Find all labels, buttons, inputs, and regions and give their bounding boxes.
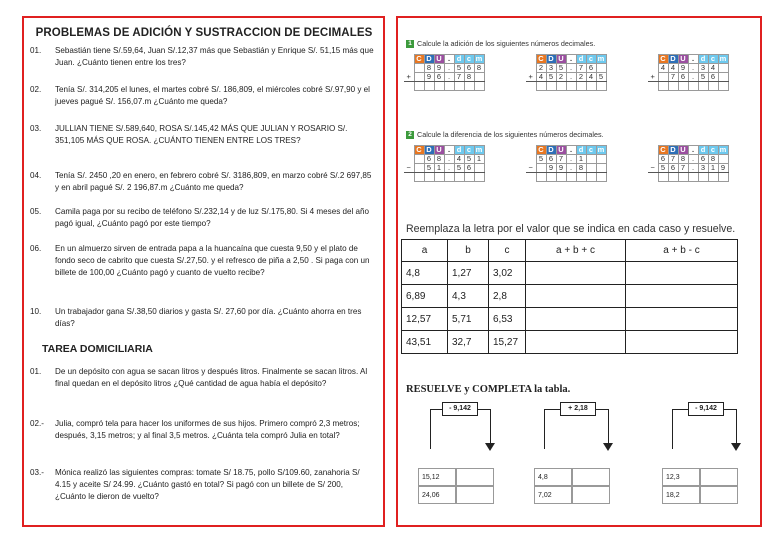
answer-digit-cell[interactable] (546, 82, 556, 91)
replace-instruction: Reemplaza la letra por el valor que se indica en cada caso y resuelve. (406, 223, 736, 235)
answer-digit-cell[interactable] (444, 82, 454, 91)
value-cell: 15,27 (489, 331, 526, 354)
digit-cell (414, 64, 424, 73)
place-header-cell: C (536, 55, 546, 64)
answer-cell[interactable] (526, 331, 626, 354)
column-header-c: c (489, 240, 526, 262)
answer-digit-cell[interactable] (668, 173, 678, 182)
answer-digit-cell[interactable] (678, 82, 688, 91)
section-number-badge: 1 (406, 40, 414, 48)
digit-cell: 6 (586, 64, 596, 73)
place-header-cell: d (698, 146, 708, 155)
digit-cell: 9 (678, 64, 688, 73)
answer-digit-cell[interactable] (668, 82, 678, 91)
place-header-cell: . (444, 146, 454, 155)
digit-cell: . (566, 155, 576, 164)
operator-cell: + (526, 73, 536, 82)
problem-item (30, 243, 376, 278)
value-cell: 3,02 (489, 262, 526, 285)
digit-cell: . (688, 64, 698, 73)
answer-digit-cell[interactable] (474, 82, 484, 91)
digit-cell: . (444, 155, 454, 164)
place-header-cell: . (566, 55, 576, 64)
section-number-badge: 2 (406, 131, 414, 139)
digit-cell: 3 (546, 64, 556, 73)
flow-connector (430, 409, 442, 410)
digit-cell: 7 (556, 155, 566, 164)
problem-item (30, 206, 376, 230)
digit-cell (586, 164, 596, 173)
digit-cell: 1 (474, 155, 484, 164)
resuelve-title: RESUELVE y COMPLETA la tabla. (406, 384, 571, 395)
digit-cell: 4 (454, 155, 464, 164)
digit-cell (414, 164, 424, 173)
answer-digit-cell[interactable] (718, 173, 728, 182)
place-header-cell: C (414, 55, 424, 64)
problem-number: 01. (30, 46, 42, 55)
addition-place-value-table (404, 54, 485, 91)
digit-cell: 9 (546, 164, 556, 173)
place-header-cell: . (444, 55, 454, 64)
place-header-cell: C (414, 146, 424, 155)
digit-cell: 6 (658, 155, 668, 164)
digit-cell: 5 (536, 155, 546, 164)
answer-cell[interactable] (626, 331, 738, 354)
value-cell: 5,71 (448, 308, 489, 331)
flow-answer-cell[interactable] (456, 486, 494, 504)
digit-cell (414, 155, 424, 164)
answer-digit-cell[interactable] (678, 173, 688, 182)
section-1-heading (406, 39, 595, 48)
operator-cell (648, 173, 658, 182)
left-worksheet-page (22, 16, 385, 527)
digit-cell (414, 73, 424, 82)
place-header-cell: m (597, 54, 605, 63)
digit-cell: . (444, 73, 454, 82)
homework-item (30, 418, 376, 442)
place-header-cell: . (688, 146, 698, 155)
answer-digit-cell[interactable] (434, 82, 444, 91)
place-header-cell: C (658, 146, 668, 155)
digit-cell: 7 (668, 73, 678, 82)
place-header-cell: m (719, 145, 727, 154)
place-header-cell: . (566, 146, 576, 155)
place-header-cell: U (434, 146, 444, 155)
flow-answer-cell[interactable] (572, 468, 610, 486)
digit-cell: 6 (464, 164, 474, 173)
digit-cell: . (688, 73, 698, 82)
digit-cell: 6 (434, 73, 444, 82)
place-header-cell: d (454, 146, 464, 155)
homework-text: De un depósito con agua se sacan litros y después litros. Finalmente se sacan litros. Al final quedan en el depósito litros ¿Qué cantidad de agua había el depósito? (55, 367, 368, 388)
digit-cell (718, 73, 728, 82)
place-header-cell: C (658, 55, 668, 64)
worksheet-title: PROBLEMAS DE ADICIÓN Y SUSTRACCION DE DECIMALES (35, 27, 373, 39)
digit-cell: 4 (586, 73, 596, 82)
value-cell: 12,57 (402, 308, 448, 331)
answer-digit-cell[interactable] (536, 173, 546, 182)
digit-cell: 1 (708, 164, 718, 173)
digit-cell: 9 (434, 64, 444, 73)
digit-cell: 5 (464, 155, 474, 164)
answer-digit-cell[interactable] (698, 173, 708, 182)
column-header-sum: a + b + c (526, 240, 626, 262)
place-header-cell: c (586, 55, 596, 64)
place-header-cell: m (719, 54, 727, 63)
place-header-cell: D (546, 146, 556, 155)
digit-cell: . (688, 164, 698, 173)
place-header-cell: c (586, 146, 596, 155)
place-header-cell: c (708, 55, 718, 64)
operator-cell (404, 55, 414, 64)
section-1-text: Calcule la adición de los siguientes números decimales. (417, 39, 596, 48)
flow-value-cell: 18,2 (662, 486, 700, 504)
flow-value-cell: 4,8 (534, 468, 572, 486)
operator-cell (648, 55, 658, 64)
digit-cell: 5 (424, 164, 434, 173)
operator-cell (526, 55, 536, 64)
answer-digit-cell[interactable] (454, 82, 464, 91)
column-header-a: a (402, 240, 448, 262)
digit-cell (536, 164, 546, 173)
digit-cell: 7 (454, 73, 464, 82)
operator-cell (526, 173, 536, 182)
digit-cell (474, 164, 484, 173)
problem-item (30, 123, 376, 147)
answer-digit-cell[interactable] (424, 82, 434, 91)
digit-cell: 3 (698, 64, 708, 73)
operator-cell (526, 146, 536, 155)
answer-digit-cell[interactable] (434, 173, 444, 182)
digit-cell (596, 164, 606, 173)
place-header-cell: c (464, 146, 474, 155)
digit-cell: 4 (708, 64, 718, 73)
right-worksheet-page (396, 16, 762, 527)
operator-cell: − (526, 164, 536, 173)
digit-cell: 1 (434, 164, 444, 173)
table-row (402, 262, 738, 285)
subtraction-place-value-table (648, 145, 729, 182)
answer-digit-cell[interactable] (658, 173, 668, 182)
operator-cell (648, 82, 658, 91)
digit-cell: . (444, 64, 454, 73)
flow-connector (544, 409, 560, 410)
flow-value-cell: 12,3 (662, 468, 700, 486)
place-header-cell: U (434, 55, 444, 64)
answer-digit-cell[interactable] (556, 82, 566, 91)
place-header-cell: d (698, 55, 708, 64)
homework-title: TAREA DOMICILIARIA (42, 343, 153, 355)
place-header-cell: m (475, 54, 483, 63)
flow-connector (672, 409, 688, 410)
answer-digit-cell[interactable] (424, 173, 434, 182)
problem-number: 02. (30, 85, 42, 94)
answer-digit-cell[interactable] (586, 82, 596, 91)
answer-digit-cell[interactable] (414, 82, 424, 91)
flow-value-cell: 24,06 (418, 486, 456, 504)
flow-connector (608, 409, 609, 443)
digit-cell: 2 (576, 73, 586, 82)
digit-cell: 5 (698, 73, 708, 82)
flow-connector (672, 409, 673, 449)
answer-digit-cell[interactable] (688, 82, 698, 91)
place-header-cell: c (708, 146, 718, 155)
digit-cell: 5 (454, 164, 464, 173)
problem-number: 03. (30, 124, 42, 133)
problem-text: Tenía S/. 314,205 el lunes, el martes cobré S/. 186,809, el miércoles cobré S/.97,90 y el jueves pagué S/. 156,07.m ¿Cuánto me queda? (55, 85, 370, 106)
answer-digit-cell[interactable] (454, 173, 464, 182)
place-header-cell: C (536, 146, 546, 155)
digit-cell: 6 (546, 155, 556, 164)
problem-number: 05. (30, 207, 42, 216)
answer-digit-cell[interactable] (586, 173, 596, 182)
problem-text: En un almuerzo sirven de entrada papa a la huancaína que cuesta 9,50 y el plato de fondo seco de cabrito que cuesta S/.27,50. y el refresco de piña a 2,50 . Si paga con un billete de 100,00 ¿Cuánto pagó y cuanto de vuelto recibe? (55, 244, 370, 277)
answer-digit-cell[interactable] (464, 173, 474, 182)
place-header-cell: m (475, 145, 483, 154)
answer-digit-cell[interactable] (658, 82, 668, 91)
place-header-cell: U (678, 146, 688, 155)
arrow-down-icon (485, 443, 495, 451)
table-row (402, 331, 738, 354)
flow-connector (736, 409, 737, 443)
addition-place-value-table (648, 54, 729, 91)
value-cell: 1,27 (448, 262, 489, 285)
answer-digit-cell[interactable] (566, 82, 576, 91)
answer-digit-cell[interactable] (576, 173, 586, 182)
answer-digit-cell[interactable] (556, 173, 566, 182)
answer-cell[interactable] (526, 285, 626, 308)
digit-cell: . (688, 155, 698, 164)
flow-connector (478, 409, 490, 410)
answer-digit-cell[interactable] (566, 173, 576, 182)
answer-cell[interactable] (526, 262, 626, 285)
problem-item (30, 170, 376, 194)
problem-text: Tenía S/. 2450 ,20 en enero, en febrero cobré S/. 3186,809, en marzo cobré S/.2 697,85 y en abril pagué S/. 2 196,87.m ¿Cuánto me queda? (55, 171, 372, 192)
flow-answer-cell[interactable] (700, 486, 738, 504)
table-row (402, 308, 738, 331)
value-cell: 6,89 (402, 285, 448, 308)
answer-digit-cell[interactable] (576, 82, 586, 91)
homework-item (30, 366, 376, 390)
digit-cell: 5 (546, 73, 556, 82)
digit-cell: 5 (454, 64, 464, 73)
digit-cell: 4 (658, 64, 668, 73)
digit-cell: 3 (698, 164, 708, 173)
digit-cell: 6 (708, 73, 718, 82)
answer-digit-cell[interactable] (708, 82, 718, 91)
digit-cell: 9 (556, 164, 566, 173)
place-header-cell: U (556, 55, 566, 64)
answer-digit-cell[interactable] (596, 173, 606, 182)
section-2-text: Calcule la diferencia de los siguientes números decimales. (417, 130, 604, 139)
digit-cell: . (566, 64, 576, 73)
homework-number: 01. (30, 367, 42, 376)
digit-cell: 6 (698, 155, 708, 164)
digit-cell: 6 (464, 64, 474, 73)
flow-diagram-2 (530, 398, 630, 508)
operator-cell: − (648, 164, 658, 173)
answer-digit-cell[interactable] (698, 82, 708, 91)
place-header-cell: D (668, 146, 678, 155)
digit-cell: 1 (576, 155, 586, 164)
flow-connector (544, 409, 545, 449)
arrow-down-icon (731, 443, 741, 451)
digit-cell: 7 (576, 64, 586, 73)
digit-cell: . (566, 73, 576, 82)
problem-text: Un trabajador gana S/.38,50 diarios y gasta S/. 27,60 por día. ¿Cuánto ahorra en tres días? (55, 307, 362, 328)
place-header-cell: D (424, 146, 434, 155)
digit-cell: 6 (678, 73, 688, 82)
answer-digit-cell[interactable] (596, 82, 606, 91)
flow-value-cell: 15,12 (418, 468, 456, 486)
operator-cell (648, 146, 658, 155)
answer-digit-cell[interactable] (536, 82, 546, 91)
value-cell: 2,8 (489, 285, 526, 308)
value-cell: 4,8 (402, 262, 448, 285)
operator-cell: + (404, 73, 414, 82)
value-cell: 43,51 (402, 331, 448, 354)
problem-text: Sebastián tiene S/.59,64, Juan S/.12,37 más que Sebastián y Enrique S/. 51,15 más que Juan. ¿Cuánto tienen entre los tres? (55, 46, 374, 67)
values-table (401, 239, 738, 354)
digit-cell: 8 (678, 155, 688, 164)
answer-cell[interactable] (626, 308, 738, 331)
digit-cell: 2 (556, 73, 566, 82)
column-header-sum-minus: a + b - c (626, 240, 738, 262)
flow-answer-cell[interactable] (572, 486, 610, 504)
problem-item (30, 45, 376, 69)
digit-cell: 5 (596, 73, 606, 82)
place-header-cell: d (454, 55, 464, 64)
place-header-cell: c (464, 55, 474, 64)
section-2-heading (406, 130, 604, 139)
operator-cell: − (404, 164, 414, 173)
answer-digit-cell[interactable] (718, 82, 728, 91)
digit-cell: 8 (464, 73, 474, 82)
digit-cell: 6 (424, 155, 434, 164)
problem-number: 06. (30, 244, 42, 253)
place-header-cell: . (688, 55, 698, 64)
place-header-cell: D (668, 55, 678, 64)
digit-cell (718, 64, 728, 73)
value-cell: 32,7 (448, 331, 489, 354)
digit-cell: 8 (434, 155, 444, 164)
value-cell: 4,3 (448, 285, 489, 308)
flow-value-cell: 7,02 (534, 486, 572, 504)
digit-cell: 8 (424, 64, 434, 73)
subtraction-place-value-table (404, 145, 485, 182)
problem-text: Camila paga por su recibo de teléfono S/.232,14 y de luz S/.175,80. Si 4 meses del año pagó igual, ¿Cuánto pagó por este tiempo? (55, 207, 370, 228)
answer-cell[interactable] (626, 262, 738, 285)
answer-digit-cell[interactable] (546, 173, 556, 182)
flow-diagram-3 (654, 398, 754, 508)
operator-cell (404, 82, 414, 91)
digit-cell: 5 (658, 164, 668, 173)
homework-text: Julia, compró tela para hacer los uniformes de sus hijos. Primero compró 2,3 metros; después, 3,15 metros; y al final 3,5 metros. ¿Cuánta tela compró Julia en total? (55, 419, 360, 440)
digit-cell (658, 73, 668, 82)
answer-digit-cell[interactable] (464, 82, 474, 91)
answer-digit-cell[interactable] (444, 173, 454, 182)
place-header-cell: D (424, 55, 434, 64)
flow-connector (724, 409, 736, 410)
digit-cell: . (566, 164, 576, 173)
place-header-cell: m (597, 145, 605, 154)
problem-number: 10. (30, 307, 42, 316)
flow-answer-cell[interactable] (456, 468, 494, 486)
operation-box: + 2,18 (560, 402, 596, 416)
digit-cell: 6 (668, 164, 678, 173)
digit-cell: 5 (556, 64, 566, 73)
problem-text: JULLIAN TIENE S/.589,640, ROSA S/.145,42 MÁS QUE JULIAN Y ROSARIO S/. 351,105 MÁS QUE ROSA. ¿CUÁNTO TIENEN ENTRE LOS TRES? (55, 124, 348, 145)
digit-cell (474, 73, 484, 82)
digit-cell: . (444, 164, 454, 173)
digit-cell: 7 (668, 155, 678, 164)
place-header-cell: d (576, 55, 586, 64)
flow-answer-cell[interactable] (700, 468, 738, 486)
answer-cell[interactable] (626, 285, 738, 308)
operator-cell (404, 173, 414, 182)
operation-box: - 9,142 (442, 402, 478, 416)
digit-cell: 8 (576, 164, 586, 173)
digit-cell: 4 (536, 73, 546, 82)
flow-diagram-1 (410, 398, 510, 508)
arrow-down-icon (603, 443, 613, 451)
flow-connector (490, 409, 491, 443)
place-header-cell: D (546, 55, 556, 64)
flow-connector (430, 409, 431, 449)
subtraction-place-value-table (526, 145, 607, 182)
answer-digit-cell[interactable] (688, 173, 698, 182)
flow-connector (596, 409, 608, 410)
digit-cell (586, 155, 596, 164)
answer-digit-cell[interactable] (414, 173, 424, 182)
digit-cell: 2 (536, 64, 546, 73)
place-header-cell: d (576, 146, 586, 155)
operator-cell (526, 82, 536, 91)
operator-cell: + (648, 73, 658, 82)
digit-cell: 9 (424, 73, 434, 82)
homework-text: Mónica realizó las siguientes compras: tomate S/ 18.75, pollo S/109.60, zanahoria S/ 4.15 y aceite S/ 24.99. ¿Cuánto gastó en total? Si pagó con un billete de S/ 200, ¿Cuánto le dieron de vuelto? (55, 468, 360, 501)
operator-cell (404, 146, 414, 155)
problem-item (30, 306, 376, 330)
digit-cell: 4 (668, 64, 678, 73)
answer-cell[interactable] (526, 308, 626, 331)
addition-place-value-table (526, 54, 607, 91)
digit-cell: 9 (718, 164, 728, 173)
digit-cell (596, 155, 606, 164)
problem-number: 04. (30, 171, 42, 180)
column-header-b: b (448, 240, 489, 262)
digit-cell: 7 (678, 164, 688, 173)
table-row (402, 285, 738, 308)
answer-digit-cell[interactable] (474, 173, 484, 182)
homework-item (30, 467, 376, 502)
homework-number: 02.- (30, 419, 44, 428)
digit-cell: 8 (474, 64, 484, 73)
value-cell: 6,53 (489, 308, 526, 331)
problem-item (30, 84, 376, 108)
place-header-cell: U (556, 146, 566, 155)
homework-number: 03.- (30, 468, 44, 477)
digit-cell: 8 (708, 155, 718, 164)
operation-box: - 9,142 (688, 402, 724, 416)
place-header-cell: U (678, 55, 688, 64)
answer-digit-cell[interactable] (708, 173, 718, 182)
